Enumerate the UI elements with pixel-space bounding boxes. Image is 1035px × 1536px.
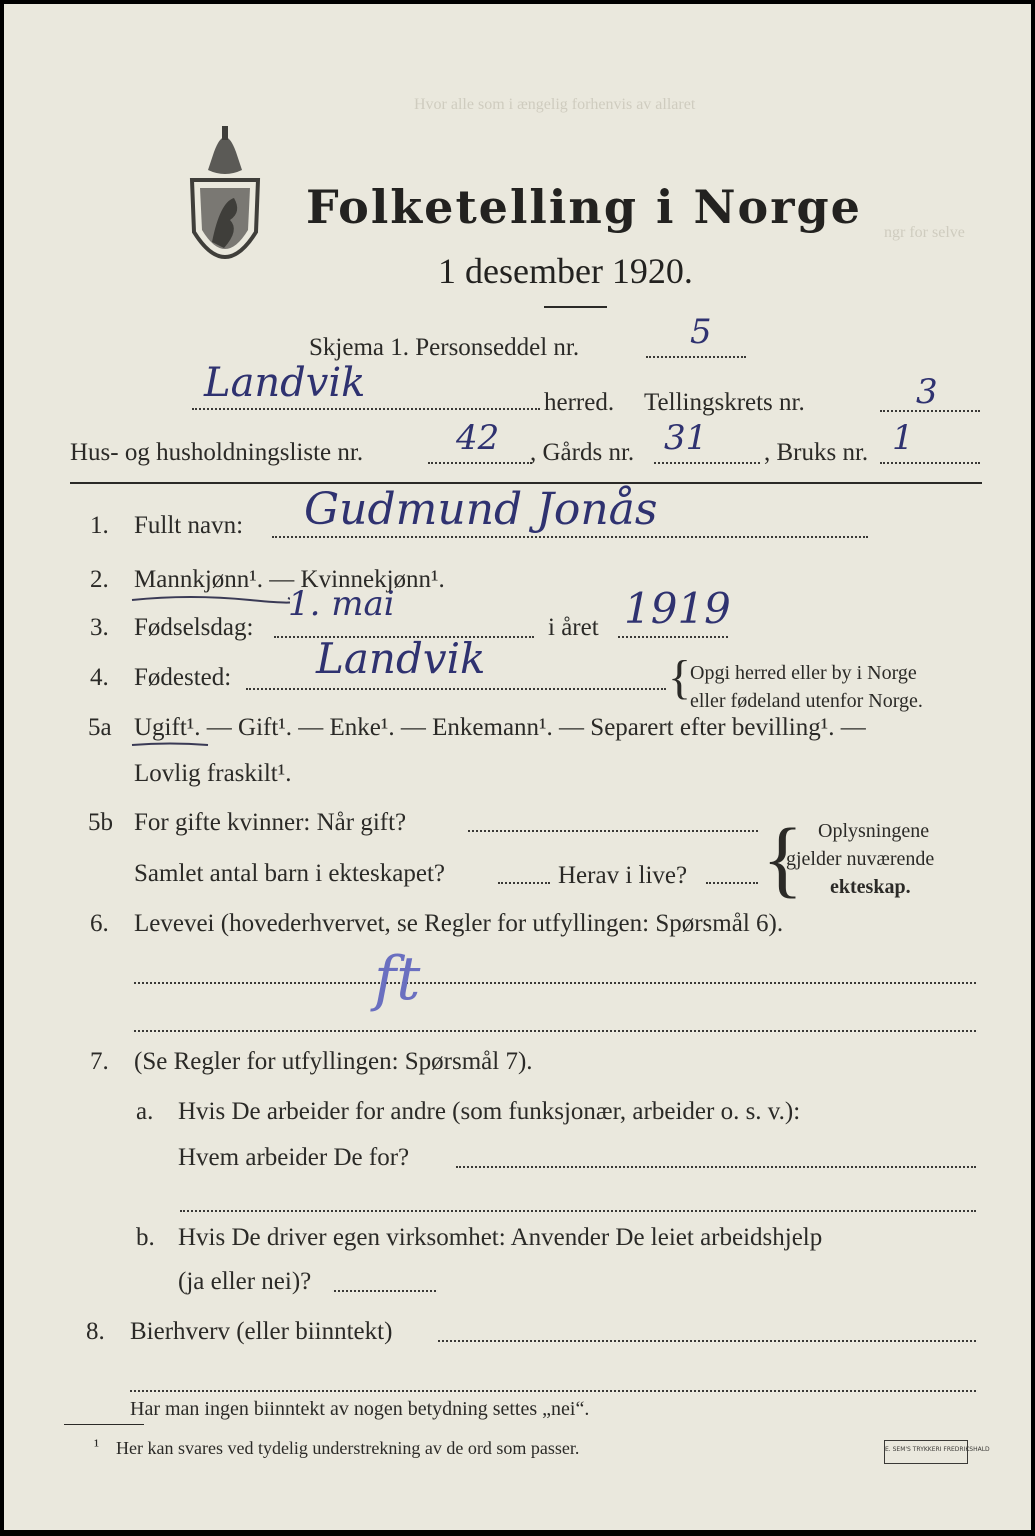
q6-line-2 bbox=[134, 1030, 976, 1032]
q5a-options-2: Lovlig fraskilt¹. bbox=[134, 760, 292, 787]
q8-number: 8. bbox=[86, 1318, 105, 1345]
q6-number: 6. bbox=[90, 910, 109, 937]
q5b-children-label: Samlet antal barn i ekteskapet? bbox=[134, 860, 445, 887]
q5b-children-line bbox=[498, 882, 550, 884]
printer-stamp bbox=[884, 1440, 990, 1464]
q1-line bbox=[272, 536, 868, 538]
herred-line bbox=[192, 408, 540, 410]
q6-label: Levevei (hovederhvervet, se Regler for utfyllingen: Spørsmål 6). bbox=[134, 910, 784, 937]
q3-number: 3. bbox=[90, 614, 109, 641]
q5a-number: 5a bbox=[88, 714, 112, 741]
q1-label: Fullt navn: bbox=[134, 512, 244, 539]
personseddel-line bbox=[646, 356, 746, 358]
q7b-yesno-label: (ja eller nei)? bbox=[178, 1268, 312, 1295]
q3-year-line bbox=[618, 636, 728, 638]
bruks-label: , Bruks nr. bbox=[764, 439, 869, 466]
bruks-value: 1 bbox=[892, 418, 914, 458]
q2-underline-mark bbox=[130, 592, 290, 606]
q4-line bbox=[246, 688, 666, 690]
q6-mark-value: ft bbox=[374, 944, 421, 1014]
q5b-alive-label: Herav i live? bbox=[558, 862, 688, 889]
gards-line bbox=[654, 462, 760, 464]
gards-value: 31 bbox=[664, 418, 708, 458]
census-form-page bbox=[4, 4, 1031, 1530]
q7-label: (Se Regler for utfyllingen: Spørsmål 7). bbox=[134, 1048, 533, 1075]
q4-number: 4. bbox=[90, 664, 109, 691]
q7a-who-line bbox=[456, 1166, 976, 1168]
q5b-married-line bbox=[468, 830, 758, 832]
personseddel-value: 5 bbox=[690, 312, 712, 352]
form-title: Folketelling i Norge bbox=[306, 180, 862, 234]
footnote-text: Her kan svares ved tydelig understrekning av de ord som passer. bbox=[116, 1438, 580, 1458]
q7a-line-2 bbox=[180, 1210, 976, 1212]
gards-label: , Gårds nr. bbox=[530, 439, 635, 466]
q5b-alive-line bbox=[706, 882, 758, 884]
q8-note: Har man ingen biinntekt av nogen betydning settes „nei“. bbox=[130, 1398, 590, 1420]
q7b-yesno-line bbox=[334, 1290, 436, 1292]
q5b-note-3: ekteskap. bbox=[830, 876, 911, 898]
q7-number: 7. bbox=[90, 1048, 109, 1075]
q3-label: Fødselsdag: bbox=[134, 614, 254, 641]
q7b-question: Hvis De driver egen virksomhet: Anvender De leiet arbeidshjelp bbox=[178, 1224, 823, 1251]
q4-label: Fødested: bbox=[134, 664, 232, 691]
husliste-line bbox=[428, 462, 532, 464]
schema-label: Skjema 1. Personseddel nr. bbox=[309, 334, 580, 361]
q5b-number: 5b bbox=[88, 809, 113, 836]
printer-stamp-text: E. SEM'S TRYKKERI FREDRIKSHALD bbox=[885, 1446, 990, 1453]
q2-label: Mannkjønn¹. — Kvinnekjønn¹. bbox=[134, 566, 445, 593]
herred-value: Landvik bbox=[204, 360, 366, 406]
q4-note-1: Opgi herred eller by i Norge bbox=[690, 662, 917, 684]
q5b-note-1: Oplysningene bbox=[818, 820, 930, 842]
q5b-note-2: gjelder nuværende bbox=[786, 848, 935, 870]
tellingskrets-label: Tellingskrets nr. bbox=[644, 389, 805, 416]
q5b-brace: { bbox=[762, 810, 804, 906]
q6-line-1 bbox=[134, 982, 976, 984]
q3-year-label: i året bbox=[548, 614, 599, 641]
coat-of-arms-emblem bbox=[184, 122, 266, 282]
q7a-who-label: Hvem arbeider De for? bbox=[178, 1144, 410, 1171]
q2-number: 2. bbox=[90, 566, 109, 593]
q1-name-value: Gudmund Jonås bbox=[304, 484, 658, 535]
q3-year-value: 1919 bbox=[624, 584, 731, 633]
q5a-underline-mark bbox=[130, 740, 210, 750]
q1-number: 1. bbox=[90, 512, 109, 539]
q7a-letter: a. bbox=[136, 1098, 154, 1125]
q4-value: Landvik bbox=[316, 634, 486, 683]
footnote-marker: ¹ bbox=[94, 1436, 100, 1455]
husliste-label: Hus- og husholdningsliste nr. bbox=[70, 439, 364, 466]
bleed-through-text-1: Hvor alle som i ængelig forhenvis av allaret bbox=[414, 96, 696, 113]
form-date: 1 desember 1920. bbox=[438, 251, 693, 291]
herred-label: herred. bbox=[544, 389, 615, 416]
tellingskrets-value: 3 bbox=[916, 372, 938, 412]
q3-date-value: 1. mai bbox=[288, 584, 395, 624]
q8-label: Bierhverv (eller biinntekt) bbox=[130, 1318, 393, 1345]
footnote-divider bbox=[64, 1424, 144, 1425]
husliste-value: 42 bbox=[456, 418, 500, 458]
q4-brace: { bbox=[668, 651, 692, 704]
q8-line-1 bbox=[438, 1340, 976, 1342]
q4-note-2: eller fødeland utenfor Norge. bbox=[690, 690, 923, 712]
bruks-line bbox=[880, 462, 980, 464]
bleed-through-text-2: ngr for selve bbox=[884, 224, 965, 241]
q7b-letter: b. bbox=[136, 1224, 155, 1251]
q7a-question: Hvis De arbeider for andre (som funksjonær, arbeider o. s. v.): bbox=[178, 1098, 801, 1125]
q5a-options: Ugift¹. — Gift¹. — Enke¹. — Enkemann¹. — Separert efter bevilling¹. — bbox=[134, 714, 866, 741]
q5b-married-label: For gifte kvinner: Når gift? bbox=[134, 809, 407, 836]
q8-line-2 bbox=[130, 1390, 976, 1392]
title-divider bbox=[544, 306, 607, 308]
